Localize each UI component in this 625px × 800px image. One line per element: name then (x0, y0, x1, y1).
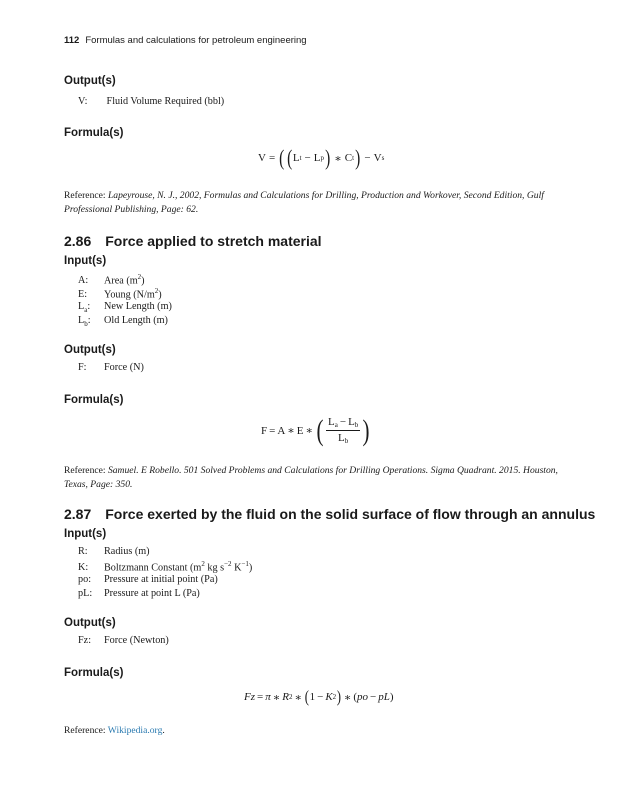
reference-2-87 (64, 724, 564, 738)
formula-operator: = (269, 424, 276, 437)
reference-text: Samuel. E Robello. 501 Solved Problems and Calculations for Drilling Operations. Sigma Quadrant. 2015. Houston, Texas, Page: 350. (64, 465, 558, 490)
section-number: 2.86 (64, 233, 92, 249)
output-desc: Force (Newton) (104, 635, 169, 646)
running-title: Formulas and calculations for petroleum engineering (85, 35, 307, 46)
section-title: Force applied to stretch material (105, 233, 322, 249)
formula-heading-2-86: Formula(s) (64, 394, 124, 406)
input-symbol: A: (78, 275, 89, 287)
output-symbol: V: (78, 96, 88, 107)
formula-subscript: t (352, 154, 355, 162)
input-row-po (78, 574, 218, 585)
close-paren: ) (355, 145, 361, 170)
input-desc: Boltzmann Constant (m (104, 562, 202, 574)
fraction-denominator (338, 431, 348, 445)
output-row-prev (78, 96, 224, 107)
formula-symbol: C (344, 152, 353, 164)
input-row-young (78, 287, 162, 300)
formula-subscript: t (299, 154, 302, 162)
input-heading-2-87: Input(s) (64, 528, 107, 540)
input-superscript: 2 (154, 287, 159, 295)
open-paren: ( (286, 145, 292, 170)
section-title: Force exerted by the fluid on the solid surface of flow through an annulus (105, 506, 596, 522)
input-desc-mid: kg s (204, 562, 225, 574)
input-symbol: L (78, 301, 85, 312)
formula-operator: − (317, 691, 324, 703)
input-row-new-length (78, 301, 172, 314)
output-row-fz (78, 635, 169, 646)
input-desc-mid: K (231, 562, 242, 574)
formula-superscript: 2 (288, 693, 293, 701)
input-superscript: −1 (241, 560, 249, 568)
open-paren: ( (279, 145, 285, 170)
formula-operator: − (304, 152, 311, 164)
section-heading-2-87 (64, 506, 595, 522)
formula-symbol: V (258, 152, 266, 164)
input-symbol: K: (78, 562, 89, 574)
reference-punctuation: . (162, 725, 165, 736)
output-heading-2-87: Output(s) (64, 617, 116, 629)
formula-operator: ∗ (272, 691, 281, 704)
fraction (326, 416, 360, 445)
input-symbol-wrap (78, 315, 104, 328)
formula-superscript: 2 (332, 693, 337, 701)
formula-subscript: b (354, 421, 359, 429)
input-symbol: R: (78, 546, 88, 557)
input-symbol: pL: (78, 588, 93, 599)
reference-link[interactable]: Wikipedia.org (107, 725, 163, 736)
input-desc: Radius (m) (104, 546, 150, 557)
formula-symbol: π (265, 691, 271, 703)
formula-subscript: a (334, 421, 338, 429)
formula-symbol: A (277, 424, 286, 437)
formula-operator: ∗ (343, 691, 352, 704)
close-paren: ) (336, 687, 342, 706)
formula-operator: ∗ (334, 152, 342, 165)
formula-operator: − (370, 691, 377, 703)
running-head (64, 35, 307, 46)
output-desc: Fluid Volume Required (bbl) (106, 96, 225, 107)
input-desc: Area (m (104, 275, 138, 287)
formula-symbol: L (292, 152, 300, 164)
close-paren: ) (389, 691, 394, 703)
formula-operator: ∗ (287, 425, 295, 437)
close-paren: ) (362, 413, 370, 447)
input-subscript: b (84, 320, 88, 329)
reference-text: Lapeyrouse, N. J., 2002, Formulas and Calculations for Drilling, Production and Workover, Second Edition, Gulf Professional Publishing, Page: 62. (64, 190, 544, 215)
input-desc: New Length (m) (104, 301, 172, 312)
input-row-old-length (78, 315, 168, 328)
formula-symbol: L (313, 152, 321, 164)
formula-operator: ∗ (305, 425, 313, 437)
input-desc: Old Length (m) (104, 315, 168, 326)
formula-symbol: E (296, 424, 304, 437)
input-desc-tail: ) (158, 289, 162, 301)
formula-symbol: Fz (244, 691, 255, 703)
input-superscript: 2 (137, 273, 142, 281)
input-desc: Pressure at initial point (Pa) (104, 574, 218, 585)
formula-operator: − (339, 416, 347, 428)
input-symbol: L (78, 315, 85, 326)
formula-symbol: L (328, 416, 335, 428)
reference-prev (64, 189, 564, 217)
output-heading-2-86: Output(s) (64, 344, 116, 356)
formula-symbol: pL (378, 691, 390, 703)
formula-subscript: p (320, 154, 324, 162)
input-row-boltzmann (78, 560, 252, 573)
input-colon: : (87, 315, 91, 326)
open-paren: ( (353, 691, 357, 703)
open-paren: ( (316, 413, 324, 447)
formula-subscript: b (344, 437, 349, 445)
section-heading-2-86 (64, 233, 322, 249)
formula-symbol: L (348, 416, 355, 428)
formula-symbol: 1 (309, 691, 316, 703)
formula-symbol: L (338, 432, 345, 444)
reference-label: Reference: (64, 465, 106, 476)
input-desc-tail: ) (141, 275, 145, 287)
formula-symbol: po (357, 691, 368, 703)
input-superscript: 2 (201, 560, 205, 568)
open-paren: ( (304, 687, 309, 706)
reference-label: Reference: (64, 190, 106, 201)
formula-symbol: K (325, 691, 333, 703)
formula-operator: = (268, 152, 276, 164)
formula-prev (258, 145, 385, 170)
input-symbol-wrap (78, 301, 104, 314)
input-subscript: a (84, 306, 88, 315)
output-symbol: F: (78, 362, 87, 373)
input-row-pl (78, 588, 200, 599)
output-row-force (78, 362, 144, 373)
formula-2-86 (261, 413, 371, 447)
input-desc: Young (N/m (104, 289, 155, 301)
formula-subscript: s (381, 154, 385, 162)
input-colon: : (87, 301, 91, 312)
formula-operator: ∗ (294, 691, 302, 704)
formula-operator: = (257, 691, 264, 703)
reference-label: Reference: (64, 725, 106, 736)
input-desc: Pressure at point L (Pa) (104, 588, 200, 599)
fraction-numerator (326, 416, 360, 431)
close-paren: ) (325, 145, 331, 170)
formula-heading-prev: Formula(s) (64, 127, 124, 139)
formula-symbol: R (282, 691, 289, 703)
formula-symbol: V (373, 152, 382, 164)
formula-2-87 (244, 689, 394, 705)
output-symbol: Fz: (78, 635, 92, 646)
input-heading-2-86: Input(s) (64, 255, 107, 267)
input-symbol: E: (78, 289, 88, 301)
formula-symbol: F (261, 424, 268, 437)
output-heading-prev: Output(s) (64, 75, 116, 87)
input-desc-tail: ) (248, 562, 253, 574)
input-row-radius (78, 546, 150, 557)
input-superscript: −2 (224, 560, 232, 568)
page-number: 112 (64, 35, 80, 46)
formula-heading-2-87: Formula(s) (64, 667, 124, 679)
formula-operator: − (364, 152, 371, 164)
reference-2-86 (64, 464, 564, 492)
section-number: 2.87 (64, 506, 92, 522)
output-desc: Force (N) (104, 362, 144, 373)
input-row-area (78, 273, 145, 286)
input-symbol: po: (78, 574, 92, 585)
